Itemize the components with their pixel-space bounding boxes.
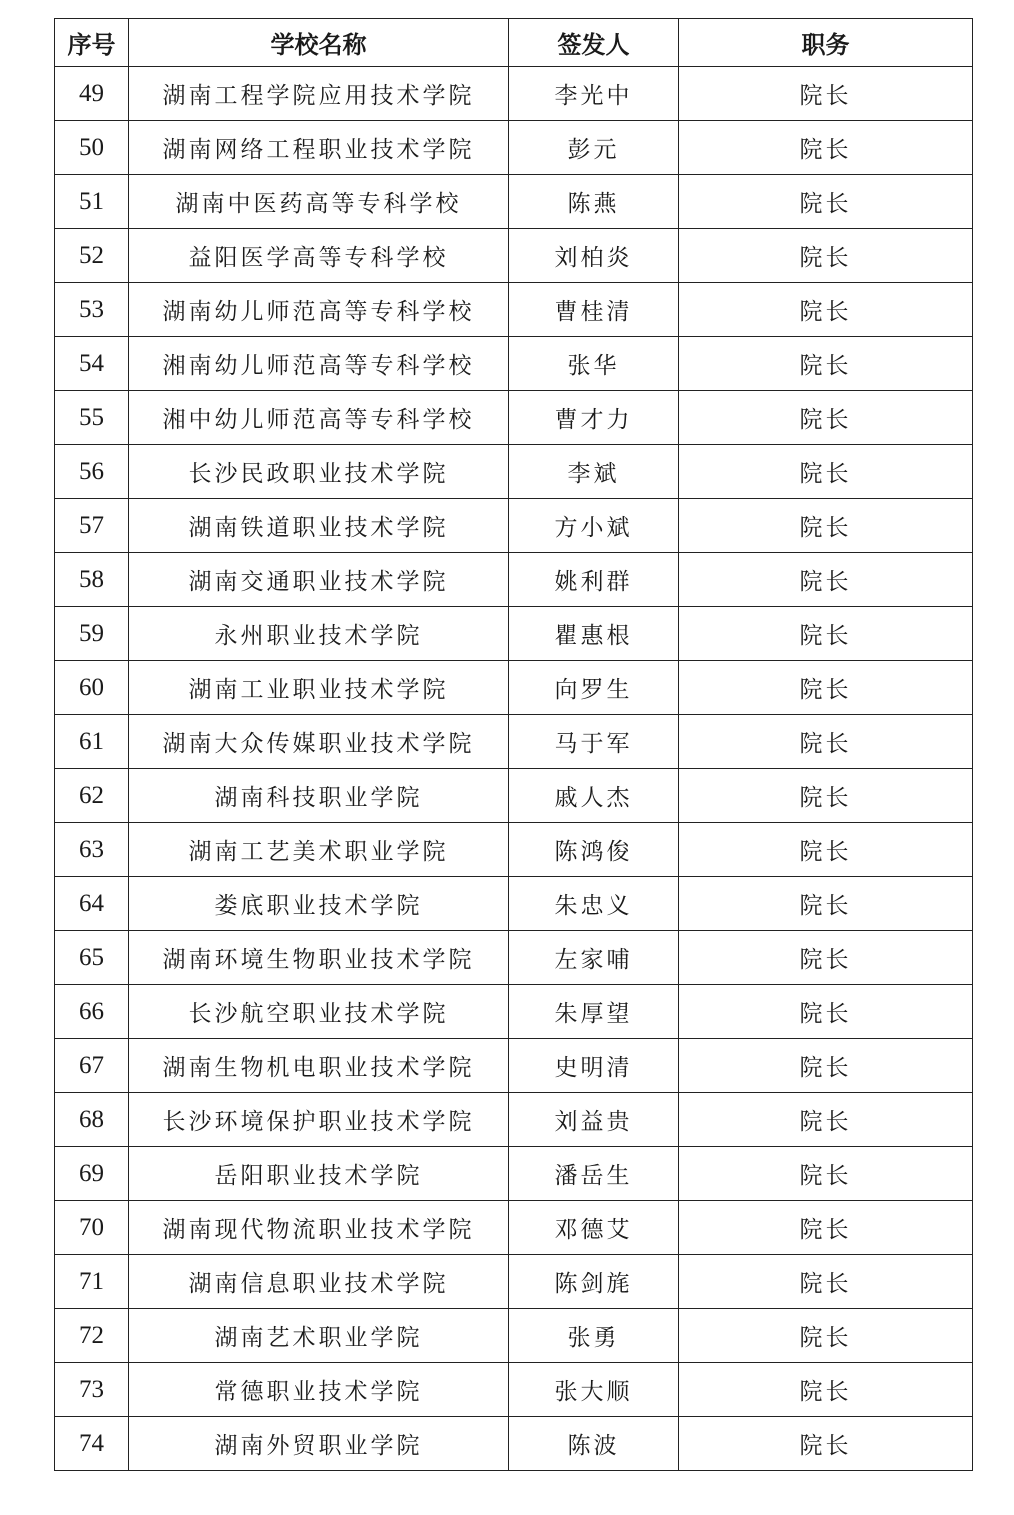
cell-position: 院长 (679, 337, 973, 391)
table-row (55, 499, 973, 553)
table-row (55, 877, 973, 931)
cell-school-name: 湖南大众传媒职业技术学院 (129, 715, 509, 769)
cell-school-name: 湖南铁道职业技术学院 (129, 499, 509, 553)
cell-school-name: 湖南网络工程职业技术学院 (129, 121, 509, 175)
table-row (55, 391, 973, 445)
table-row (55, 121, 973, 175)
cell-school-name: 常德职业技术学院 (129, 1363, 509, 1417)
table-row (55, 337, 973, 391)
cell-signatory: 马于军 (509, 715, 679, 769)
cell-serial-number: 51 (55, 175, 129, 229)
cell-school-name: 湖南交通职业技术学院 (129, 553, 509, 607)
cell-position: 院长 (679, 175, 973, 229)
table-row (55, 1255, 973, 1309)
table-row (55, 175, 973, 229)
table-row (55, 229, 973, 283)
cell-serial-number: 59 (55, 607, 129, 661)
table-row (55, 553, 973, 607)
cell-serial-number: 72 (55, 1309, 129, 1363)
cell-school-name: 湘中幼儿师范高等专科学校 (129, 391, 509, 445)
cell-serial-number: 57 (55, 499, 129, 553)
cell-school-name: 湖南生物机电职业技术学院 (129, 1039, 509, 1093)
cell-signatory: 刘柏炎 (509, 229, 679, 283)
cell-school-name: 湖南工艺美术职业学院 (129, 823, 509, 877)
cell-serial-number: 74 (55, 1417, 129, 1471)
cell-serial-number: 62 (55, 769, 129, 823)
cell-serial-number: 55 (55, 391, 129, 445)
cell-signatory: 瞿惠根 (509, 607, 679, 661)
cell-position: 院长 (679, 1363, 973, 1417)
cell-position: 院长 (679, 1417, 973, 1471)
cell-position: 院长 (679, 607, 973, 661)
table-row (55, 823, 973, 877)
cell-signatory: 曹才力 (509, 391, 679, 445)
table-row (55, 769, 973, 823)
cell-signatory: 左家哺 (509, 931, 679, 985)
cell-school-name: 湖南工程学院应用技术学院 (129, 67, 509, 121)
table-row (55, 67, 973, 121)
cell-signatory: 陈燕 (509, 175, 679, 229)
cell-school-name: 湖南幼儿师范高等专科学校 (129, 283, 509, 337)
cell-school-name: 娄底职业技术学院 (129, 877, 509, 931)
header-position: 职务 (679, 19, 973, 67)
cell-signatory: 潘岳生 (509, 1147, 679, 1201)
table-row (55, 931, 973, 985)
cell-school-name: 长沙环境保护职业技术学院 (129, 1093, 509, 1147)
cell-school-name: 湖南工业职业技术学院 (129, 661, 509, 715)
cell-position: 院长 (679, 499, 973, 553)
cell-serial-number: 66 (55, 985, 129, 1039)
cell-signatory: 邓德艾 (509, 1201, 679, 1255)
cell-position: 院长 (679, 283, 973, 337)
cell-signatory: 李斌 (509, 445, 679, 499)
cell-signatory: 张勇 (509, 1309, 679, 1363)
cell-position: 院长 (679, 985, 973, 1039)
cell-serial-number: 64 (55, 877, 129, 931)
table-body (55, 67, 973, 1471)
table-row (55, 445, 973, 499)
table-row (55, 985, 973, 1039)
cell-position: 院长 (679, 1093, 973, 1147)
cell-serial-number: 50 (55, 121, 129, 175)
cell-position: 院长 (679, 1255, 973, 1309)
cell-position: 院长 (679, 445, 973, 499)
cell-serial-number: 68 (55, 1093, 129, 1147)
cell-signatory: 朱忠义 (509, 877, 679, 931)
cell-signatory: 张华 (509, 337, 679, 391)
cell-school-name: 湖南外贸职业学院 (129, 1417, 509, 1471)
cell-school-name: 长沙航空职业技术学院 (129, 985, 509, 1039)
table-row (55, 1309, 973, 1363)
cell-serial-number: 61 (55, 715, 129, 769)
cell-school-name: 湖南艺术职业学院 (129, 1309, 509, 1363)
table-row (55, 283, 973, 337)
cell-serial-number: 49 (55, 67, 129, 121)
cell-school-name: 湖南中医药高等专科学校 (129, 175, 509, 229)
cell-position: 院长 (679, 1309, 973, 1363)
cell-position: 院长 (679, 931, 973, 985)
table-row (55, 1363, 973, 1417)
cell-position: 院长 (679, 661, 973, 715)
header-serial-number: 序号 (55, 19, 129, 67)
table-row (55, 1417, 973, 1471)
cell-serial-number: 69 (55, 1147, 129, 1201)
cell-signatory: 史明清 (509, 1039, 679, 1093)
table-row (55, 1093, 973, 1147)
cell-school-name: 湖南科技职业学院 (129, 769, 509, 823)
cell-serial-number: 54 (55, 337, 129, 391)
cell-school-name: 湖南环境生物职业技术学院 (129, 931, 509, 985)
cell-school-name: 益阳医学高等专科学校 (129, 229, 509, 283)
cell-position: 院长 (679, 229, 973, 283)
table-row (55, 1147, 973, 1201)
cell-signatory: 陈鸿俊 (509, 823, 679, 877)
cell-serial-number: 56 (55, 445, 129, 499)
cell-position: 院长 (679, 823, 973, 877)
cell-signatory: 方小斌 (509, 499, 679, 553)
cell-signatory: 刘益贵 (509, 1093, 679, 1147)
cell-position: 院长 (679, 553, 973, 607)
cell-serial-number: 52 (55, 229, 129, 283)
cell-signatory: 向罗生 (509, 661, 679, 715)
cell-serial-number: 67 (55, 1039, 129, 1093)
cell-serial-number: 65 (55, 931, 129, 985)
document-page (54, 18, 973, 1471)
cell-position: 院长 (679, 1201, 973, 1255)
cell-signatory: 朱厚望 (509, 985, 679, 1039)
cell-serial-number: 58 (55, 553, 129, 607)
cell-serial-number: 63 (55, 823, 129, 877)
cell-school-name: 长沙民政职业技术学院 (129, 445, 509, 499)
header-signatory: 签发人 (509, 19, 679, 67)
header-row (55, 19, 973, 67)
cell-position: 院长 (679, 121, 973, 175)
table-row (55, 607, 973, 661)
cell-serial-number: 71 (55, 1255, 129, 1309)
cell-serial-number: 70 (55, 1201, 129, 1255)
cell-school-name: 岳阳职业技术学院 (129, 1147, 509, 1201)
table-row (55, 661, 973, 715)
cell-school-name: 湖南信息职业技术学院 (129, 1255, 509, 1309)
cell-position: 院长 (679, 1147, 973, 1201)
cell-signatory: 曹桂清 (509, 283, 679, 337)
cell-signatory: 戚人杰 (509, 769, 679, 823)
cell-signatory: 张大顺 (509, 1363, 679, 1417)
school-signatory-table (54, 18, 973, 1471)
table-row (55, 715, 973, 769)
cell-school-name: 湖南现代物流职业技术学院 (129, 1201, 509, 1255)
table-row (55, 1201, 973, 1255)
cell-position: 院长 (679, 769, 973, 823)
cell-signatory: 姚利群 (509, 553, 679, 607)
cell-serial-number: 73 (55, 1363, 129, 1417)
cell-school-name: 永州职业技术学院 (129, 607, 509, 661)
cell-position: 院长 (679, 877, 973, 931)
header-school-name: 学校名称 (129, 19, 509, 67)
cell-serial-number: 60 (55, 661, 129, 715)
table-header (55, 19, 973, 67)
cell-signatory: 陈波 (509, 1417, 679, 1471)
cell-signatory: 彭元 (509, 121, 679, 175)
cell-position: 院长 (679, 391, 973, 445)
cell-position: 院长 (679, 67, 973, 121)
cell-signatory: 陈剑旄 (509, 1255, 679, 1309)
cell-position: 院长 (679, 715, 973, 769)
table-row (55, 1039, 973, 1093)
cell-signatory: 李光中 (509, 67, 679, 121)
cell-serial-number: 53 (55, 283, 129, 337)
cell-position: 院长 (679, 1039, 973, 1093)
cell-school-name: 湘南幼儿师范高等专科学校 (129, 337, 509, 391)
